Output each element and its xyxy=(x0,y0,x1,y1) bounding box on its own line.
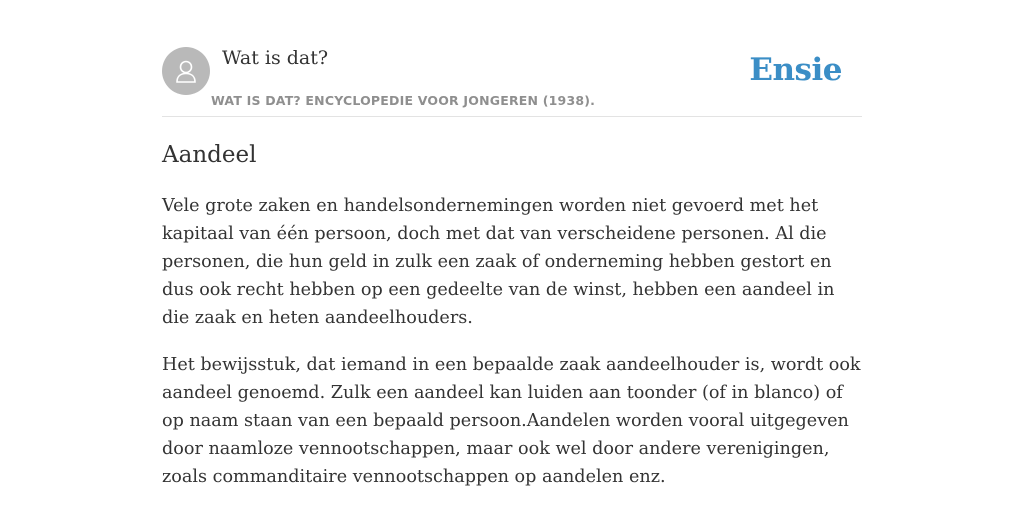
source-title[interactable]: Wat is dat? xyxy=(222,47,329,69)
source-subtitle: WAT IS DAT? ENCYCLOPEDIE VOOR JONGEREN (1938). xyxy=(211,93,596,108)
user-outline-icon xyxy=(172,57,200,85)
avatar[interactable] xyxy=(162,47,210,95)
article-title: Aandeel xyxy=(162,142,257,168)
source-header xyxy=(162,0,862,117)
article-paragraph: Het bewijsstuk, dat iemand in een bepaalde zaak aandeelhouder is, wordt ook aandeel genoemd. Zulk een aandeel kan luiden aan toonder (of in blanco) of op naam staan van een bepaald persoon.Aandelen worden vooral uitgegeven door naamloze vennootschappen, maar ook wel door andere verenigingen, zoals commanditaire vennootschappen op aandelen enz. xyxy=(162,355,861,487)
ensie-logo[interactable]: Ensie xyxy=(749,52,842,88)
article-body xyxy=(162,192,862,510)
article-paragraph: Vele grote zaken en handelsondernemingen worden niet gevoerd met het kapitaal van één persoon, doch met dat van verscheidene personen. Al die personen, die hun geld in zulk een zaak of onderneming hebben gestort en dus ook recht hebben op een gedeelte van de winst, hebben een aandeel in die zaak en heten aandeelhouders. xyxy=(162,196,835,328)
